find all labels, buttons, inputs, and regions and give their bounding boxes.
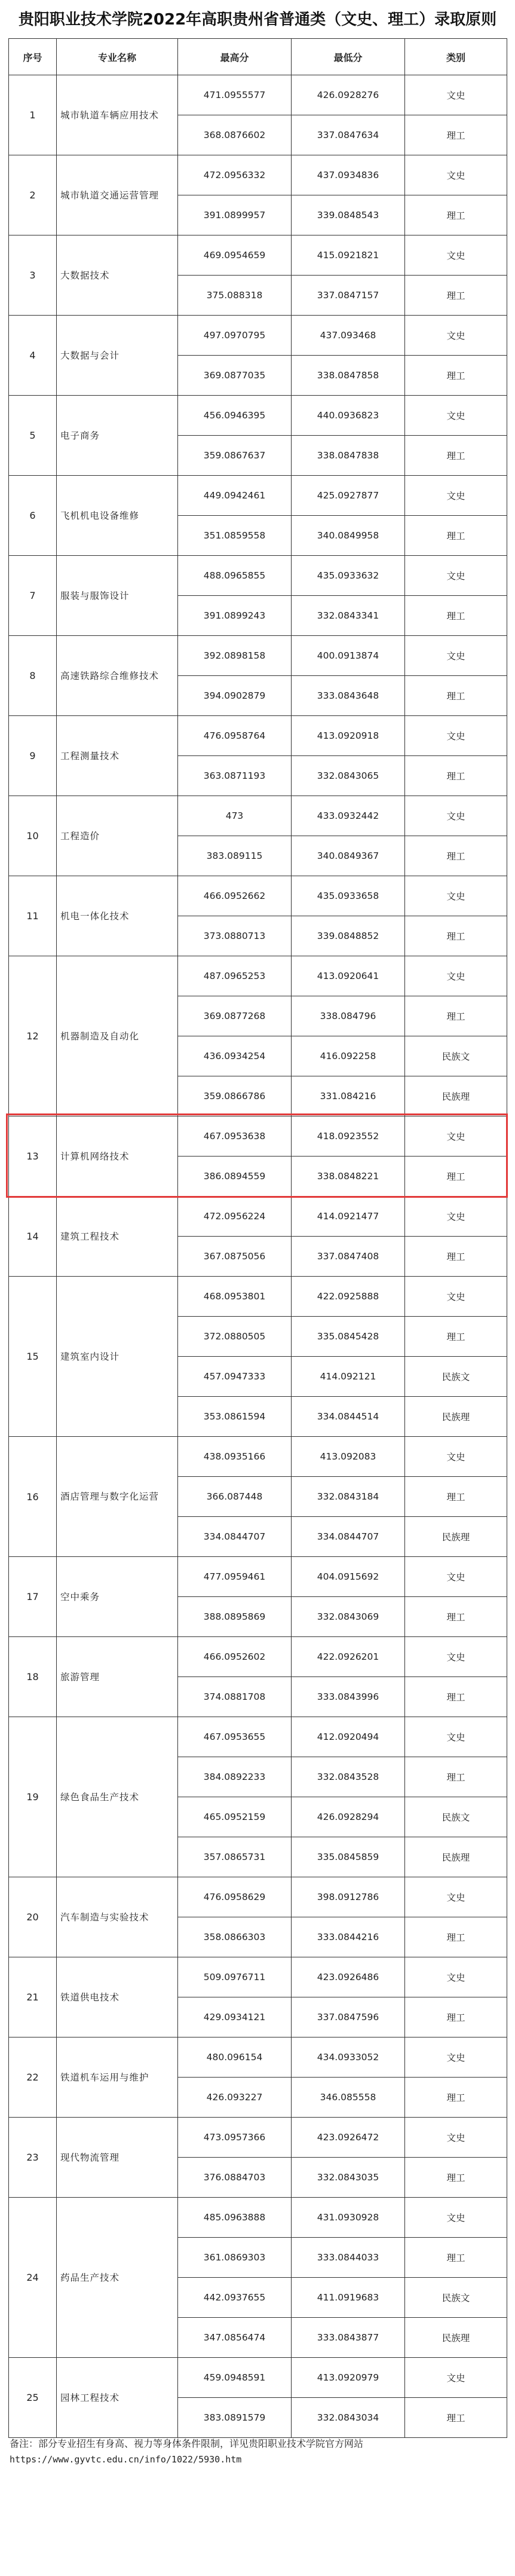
row-min-score: 331.084216 <box>292 1076 405 1116</box>
table-row <box>9 796 507 836</box>
row-max-score: 488.0965855 <box>178 556 292 596</box>
row-min-score: 414.092121 <box>292 1357 405 1397</box>
row-category: 理工 <box>405 2238 507 2278</box>
row-min-score: 404.0915692 <box>292 1557 405 1597</box>
row-major: 计算机网络技术 <box>57 1116 178 1197</box>
row-max-score: 375.088318 <box>178 276 292 316</box>
row-category: 文史 <box>405 1197 507 1237</box>
row-seq: 4 <box>9 316 57 396</box>
row-category: 理工 <box>405 756 507 796</box>
row-max-score: 391.0899957 <box>178 195 292 235</box>
row-min-score: 333.0843996 <box>292 1677 405 1717</box>
row-major: 机器制造及自动化 <box>57 956 178 1116</box>
row-min-score: 332.0843035 <box>292 2158 405 2198</box>
row-category: 理工 <box>405 836 507 876</box>
table-row <box>9 2037 507 2078</box>
table-row <box>9 1957 507 1997</box>
row-min-score: 333.0843648 <box>292 676 405 716</box>
row-min-score: 440.0936823 <box>292 396 405 436</box>
table-row <box>9 956 507 996</box>
row-seq: 20 <box>9 1877 57 1957</box>
row-max-score: 468.0953801 <box>178 1277 292 1317</box>
row-max-score: 351.0859558 <box>178 516 292 556</box>
row-min-score: 337.0847157 <box>292 276 405 316</box>
row-min-score: 332.0843184 <box>292 1477 405 1517</box>
row-category: 理工 <box>405 996 507 1036</box>
row-max-score: 467.0953655 <box>178 1717 292 1757</box>
row-min-score: 337.0847596 <box>292 1997 405 2037</box>
row-min-score: 338.0848221 <box>292 1157 405 1197</box>
row-max-score: 442.0937655 <box>178 2278 292 2318</box>
row-major: 旅游管理 <box>57 1637 178 1717</box>
row-min-score: 338.084796 <box>292 996 405 1036</box>
row-min-score: 433.0932442 <box>292 796 405 836</box>
row-max-score: 386.0894559 <box>178 1157 292 1197</box>
row-min-score: 413.0920979 <box>292 2358 405 2398</box>
row-seq: 7 <box>9 556 57 636</box>
row-max-score: 466.0952662 <box>178 876 292 916</box>
row-max-score: 471.0955577 <box>178 75 292 115</box>
row-seq: 19 <box>9 1717 57 1877</box>
header-seq: 序号 <box>9 39 57 75</box>
row-max-score: 363.0871193 <box>178 756 292 796</box>
row-max-score: 384.0892233 <box>178 1757 292 1797</box>
row-max-score: 509.0976711 <box>178 1957 292 1997</box>
table-row <box>9 1277 507 1317</box>
row-min-score: 423.0926472 <box>292 2118 405 2158</box>
row-category: 文史 <box>405 636 507 676</box>
row-category: 理工 <box>405 2158 507 2198</box>
page-title: 贵阳职业技术学院2022年高职贵州省普通类（文史、理工）录取原则 <box>18 11 497 29</box>
header-major: 专业名称 <box>57 39 178 75</box>
row-seq: 24 <box>9 2198 57 2358</box>
row-min-score: 422.0926201 <box>292 1637 405 1677</box>
row-category: 民族理 <box>405 2318 507 2358</box>
footnote-url: https://www.gyvtc.edu.cn/info/1022/5930.htm <box>10 2454 242 2465</box>
table-row <box>9 155 507 195</box>
row-min-score: 437.093468 <box>292 316 405 356</box>
row-seq: 6 <box>9 476 57 556</box>
row-max-score: 367.0875056 <box>178 1237 292 1277</box>
row-max-score: 359.0867637 <box>178 436 292 476</box>
row-max-score: 438.0935166 <box>178 1437 292 1477</box>
row-major: 建筑工程技术 <box>57 1197 178 1277</box>
row-min-score: 426.0928276 <box>292 75 405 115</box>
row-seq: 16 <box>9 1437 57 1557</box>
row-category: 文史 <box>405 75 507 115</box>
row-category: 理工 <box>405 1237 507 1277</box>
row-category: 理工 <box>405 1917 507 1957</box>
row-category: 理工 <box>405 115 507 155</box>
row-min-score: 412.0920494 <box>292 1717 405 1757</box>
row-seq: 13 <box>9 1116 57 1197</box>
row-category: 理工 <box>405 2078 507 2118</box>
row-major: 城市轨道车辆应用技术 <box>57 75 178 155</box>
row-category: 文史 <box>405 1877 507 1917</box>
row-category: 文史 <box>405 876 507 916</box>
row-min-score: 425.0927877 <box>292 476 405 516</box>
row-min-score: 332.0843528 <box>292 1757 405 1797</box>
row-seq: 18 <box>9 1637 57 1717</box>
row-min-score: 332.0843034 <box>292 2398 405 2438</box>
row-category: 理工 <box>405 2398 507 2438</box>
row-category: 民族文 <box>405 2278 507 2318</box>
row-min-score: 334.0844514 <box>292 1397 405 1437</box>
row-max-score: 383.0891579 <box>178 2398 292 2438</box>
table-row <box>9 1717 507 1757</box>
row-major: 工程测量技术 <box>57 716 178 796</box>
row-min-score: 437.0934836 <box>292 155 405 195</box>
row-category: 文史 <box>405 396 507 436</box>
row-major: 空中乘务 <box>57 1557 178 1637</box>
row-max-score: 374.0881708 <box>178 1677 292 1717</box>
row-major: 机电一体化技术 <box>57 876 178 956</box>
row-category: 文史 <box>405 1437 507 1477</box>
row-category: 文史 <box>405 316 507 356</box>
table-row <box>9 1437 507 1477</box>
row-category: 文史 <box>405 1717 507 1757</box>
table-row <box>9 1637 507 1677</box>
header-min-score: 最低分 <box>292 39 405 75</box>
row-min-score: 340.0849367 <box>292 836 405 876</box>
table-row <box>9 876 507 916</box>
row-max-score: 466.0952602 <box>178 1637 292 1677</box>
row-max-score: 369.0877035 <box>178 356 292 396</box>
row-min-score: 333.0844033 <box>292 2238 405 2278</box>
row-min-score: 415.0921821 <box>292 235 405 276</box>
row-min-score: 333.0844216 <box>292 1917 405 1957</box>
footnote-text: 备注：部分专业招生有身高、视力等身体条件限制，详见贵阳职业技术学院官方网站 <box>10 2438 364 2449</box>
table-row <box>9 1116 507 1157</box>
row-max-score: 368.0876602 <box>178 115 292 155</box>
row-max-score: 469.0954659 <box>178 235 292 276</box>
row-major: 高速铁路综合维修技术 <box>57 636 178 716</box>
row-min-score: 338.0847838 <box>292 436 405 476</box>
row-max-score: 383.089115 <box>178 836 292 876</box>
row-major: 园林工程技术 <box>57 2358 178 2438</box>
row-max-score: 477.0959461 <box>178 1557 292 1597</box>
row-max-score: 373.0880713 <box>178 916 292 956</box>
row-max-score: 472.0956224 <box>178 1197 292 1237</box>
row-major: 大数据技术 <box>57 235 178 316</box>
header-row <box>9 39 507 75</box>
row-min-score: 335.0845859 <box>292 1837 405 1877</box>
row-max-score: 457.0947333 <box>178 1357 292 1397</box>
row-major: 飞机机电设备维修 <box>57 476 178 556</box>
row-min-score: 422.0925888 <box>292 1277 405 1317</box>
row-category: 文史 <box>405 716 507 756</box>
row-max-score: 449.0942461 <box>178 476 292 516</box>
row-seq: 1 <box>9 75 57 155</box>
row-min-score: 435.0933632 <box>292 556 405 596</box>
row-major: 服装与服饰设计 <box>57 556 178 636</box>
row-min-score: 434.0933052 <box>292 2037 405 2078</box>
row-max-score: 472.0956332 <box>178 155 292 195</box>
row-seq: 21 <box>9 1957 57 2037</box>
row-category: 文史 <box>405 476 507 516</box>
row-seq: 9 <box>9 716 57 796</box>
row-min-score: 346.085558 <box>292 2078 405 2118</box>
row-max-score: 476.0958764 <box>178 716 292 756</box>
row-category: 民族文 <box>405 1357 507 1397</box>
table-row <box>9 396 507 436</box>
row-category: 理工 <box>405 916 507 956</box>
row-category: 理工 <box>405 1997 507 2037</box>
table-row <box>9 1557 507 1597</box>
table-row <box>9 2198 507 2238</box>
row-min-score: 431.0930928 <box>292 2198 405 2238</box>
table-row <box>9 716 507 756</box>
row-category: 理工 <box>405 516 507 556</box>
row-major: 药品生产技术 <box>57 2198 178 2358</box>
admission-table <box>8 38 507 2438</box>
row-max-score: 429.0934121 <box>178 1997 292 2037</box>
row-max-score: 366.087448 <box>178 1477 292 1517</box>
row-max-score: 361.0869303 <box>178 2238 292 2278</box>
row-major: 工程造价 <box>57 796 178 876</box>
header-max-score: 最高分 <box>178 39 292 75</box>
row-min-score: 339.0848852 <box>292 916 405 956</box>
row-category: 文史 <box>405 1277 507 1317</box>
row-category: 文史 <box>405 1116 507 1157</box>
row-max-score: 334.0844707 <box>178 1517 292 1557</box>
table-row <box>9 235 507 276</box>
row-min-score: 413.092083 <box>292 1437 405 1477</box>
row-category: 民族理 <box>405 1076 507 1116</box>
row-category: 文史 <box>405 1637 507 1677</box>
row-max-score: 456.0946395 <box>178 396 292 436</box>
table-body <box>9 75 507 2438</box>
table-row <box>9 316 507 356</box>
row-min-score: 332.0843341 <box>292 596 405 636</box>
row-max-score: 359.0866786 <box>178 1076 292 1116</box>
row-major: 铁道供电技术 <box>57 1957 178 2037</box>
table-row <box>9 1197 507 1237</box>
row-max-score: 467.0953638 <box>178 1116 292 1157</box>
row-category: 民族文 <box>405 1036 507 1076</box>
row-max-score: 369.0877268 <box>178 996 292 1036</box>
row-seq: 3 <box>9 235 57 316</box>
row-max-score: 485.0963888 <box>178 2198 292 2238</box>
row-category: 理工 <box>405 195 507 235</box>
row-category: 理工 <box>405 436 507 476</box>
row-seq: 2 <box>9 155 57 235</box>
row-major: 铁道机车运用与维护 <box>57 2037 178 2118</box>
row-category: 理工 <box>405 1477 507 1517</box>
row-max-score: 487.0965253 <box>178 956 292 996</box>
row-category: 文史 <box>405 956 507 996</box>
row-max-score: 476.0958629 <box>178 1877 292 1917</box>
row-min-score: 414.0921477 <box>292 1197 405 1237</box>
row-min-score: 426.0928294 <box>292 1797 405 1837</box>
table-row <box>9 1877 507 1917</box>
row-min-score: 413.0920918 <box>292 716 405 756</box>
row-min-score: 400.0913874 <box>292 636 405 676</box>
row-max-score: 473.0957366 <box>178 2118 292 2158</box>
header-category: 类别 <box>405 39 507 75</box>
row-seq: 5 <box>9 396 57 476</box>
row-category: 民族理 <box>405 1397 507 1437</box>
row-major: 建筑室内设计 <box>57 1277 178 1437</box>
row-max-score: 388.0895869 <box>178 1597 292 1637</box>
row-seq: 14 <box>9 1197 57 1277</box>
row-min-score: 398.0912786 <box>292 1877 405 1917</box>
row-category: 文史 <box>405 1557 507 1597</box>
row-max-score: 473 <box>178 796 292 836</box>
row-min-score: 413.0920641 <box>292 956 405 996</box>
row-major: 现代物流管理 <box>57 2118 178 2198</box>
row-min-score: 337.0847634 <box>292 115 405 155</box>
row-category: 理工 <box>405 356 507 396</box>
row-major: 大数据与会计 <box>57 316 178 396</box>
row-category: 理工 <box>405 1757 507 1797</box>
row-seq: 12 <box>9 956 57 1116</box>
row-min-score: 332.0843069 <box>292 1597 405 1637</box>
row-category: 理工 <box>405 1317 507 1357</box>
row-max-score: 391.0899243 <box>178 596 292 636</box>
row-category: 民族理 <box>405 1837 507 1877</box>
row-category: 理工 <box>405 1597 507 1637</box>
row-max-score: 392.0898158 <box>178 636 292 676</box>
table-row <box>9 2358 507 2398</box>
row-seq: 17 <box>9 1557 57 1637</box>
row-category: 理工 <box>405 1677 507 1717</box>
row-max-score: 372.0880505 <box>178 1317 292 1357</box>
row-max-score: 376.0884703 <box>178 2158 292 2198</box>
row-category: 理工 <box>405 596 507 636</box>
row-min-score: 340.0849958 <box>292 516 405 556</box>
row-min-score: 339.0848543 <box>292 195 405 235</box>
row-max-score: 347.0856474 <box>178 2318 292 2358</box>
row-max-score: 394.0902879 <box>178 676 292 716</box>
row-major: 汽车制造与实验技术 <box>57 1877 178 1957</box>
row-seq: 8 <box>9 636 57 716</box>
table-row <box>9 636 507 676</box>
row-max-score: 357.0865731 <box>178 1837 292 1877</box>
row-category: 理工 <box>405 1157 507 1197</box>
row-min-score: 335.0845428 <box>292 1317 405 1357</box>
row-max-score: 465.0952159 <box>178 1797 292 1837</box>
row-min-score: 334.0844707 <box>292 1517 405 1557</box>
table-row <box>9 75 507 115</box>
row-major: 酒店管理与数字化运营 <box>57 1437 178 1557</box>
row-category: 文史 <box>405 2037 507 2078</box>
row-category: 民族理 <box>405 1517 507 1557</box>
row-min-score: 338.0847858 <box>292 356 405 396</box>
row-seq: 22 <box>9 2037 57 2118</box>
row-min-score: 418.0923552 <box>292 1116 405 1157</box>
row-category: 文史 <box>405 796 507 836</box>
row-category: 文史 <box>405 2118 507 2158</box>
row-major: 城市轨道交通运营管理 <box>57 155 178 235</box>
row-major: 绿色食品生产技术 <box>57 1717 178 1877</box>
row-max-score: 497.0970795 <box>178 316 292 356</box>
row-category: 文史 <box>405 1957 507 1997</box>
row-category: 文史 <box>405 155 507 195</box>
row-category: 理工 <box>405 676 507 716</box>
row-min-score: 337.0847408 <box>292 1237 405 1277</box>
row-category: 文史 <box>405 2198 507 2238</box>
row-seq: 15 <box>9 1277 57 1437</box>
row-max-score: 436.0934254 <box>178 1036 292 1076</box>
row-seq: 23 <box>9 2118 57 2198</box>
row-max-score: 358.0866303 <box>178 1917 292 1957</box>
table-row <box>9 476 507 516</box>
footnote <box>10 2436 505 2467</box>
row-max-score: 480.096154 <box>178 2037 292 2078</box>
row-min-score: 416.092258 <box>292 1036 405 1076</box>
row-min-score: 333.0843877 <box>292 2318 405 2358</box>
row-max-score: 353.0861594 <box>178 1397 292 1437</box>
row-min-score: 423.0926486 <box>292 1957 405 1997</box>
row-seq: 11 <box>9 876 57 956</box>
row-min-score: 435.0933658 <box>292 876 405 916</box>
row-category: 文史 <box>405 235 507 276</box>
table-row <box>9 556 507 596</box>
table-row <box>9 2118 507 2158</box>
row-category: 文史 <box>405 556 507 596</box>
row-max-score: 426.093227 <box>178 2078 292 2118</box>
row-major: 电子商务 <box>57 396 178 476</box>
row-category: 民族文 <box>405 1797 507 1837</box>
row-seq: 10 <box>9 796 57 876</box>
row-category: 文史 <box>405 2358 507 2398</box>
row-min-score: 411.0919683 <box>292 2278 405 2318</box>
row-min-score: 332.0843065 <box>292 756 405 796</box>
row-max-score: 459.0948591 <box>178 2358 292 2398</box>
row-seq: 25 <box>9 2358 57 2438</box>
row-category: 理工 <box>405 276 507 316</box>
